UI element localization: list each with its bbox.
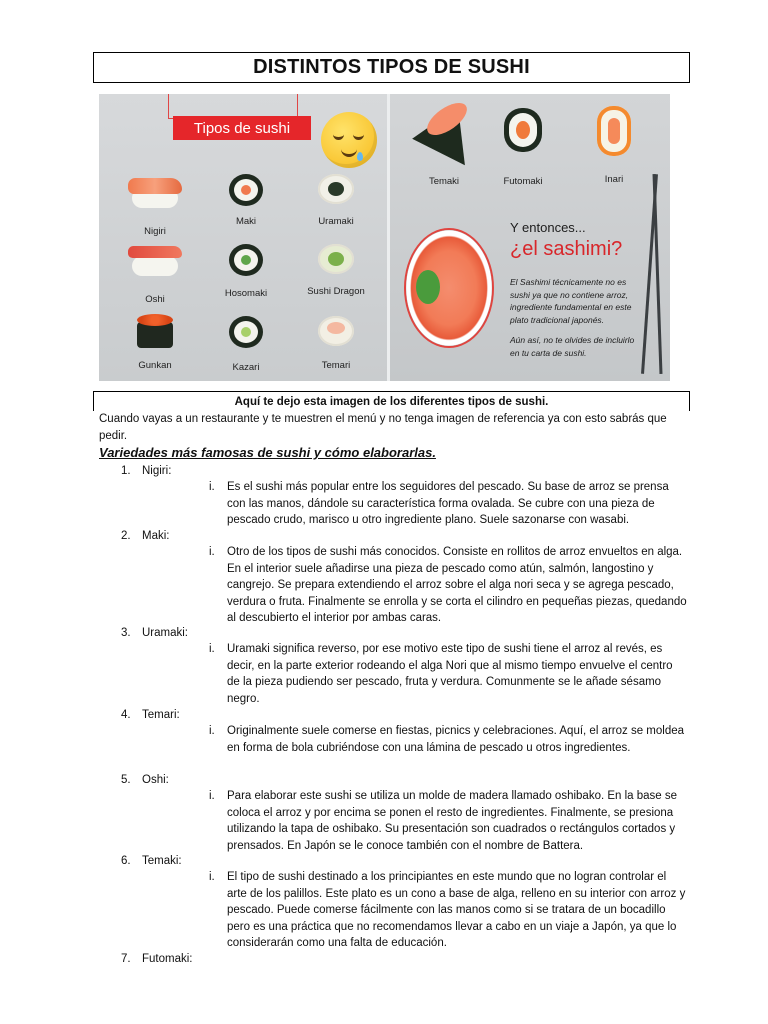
list-item-description: i. Es el sushi más popular entre los seguidores del pescado. Su base de arroz se prensa con las manos, dándole su característica forma ovalada. Se cubre con una pieza de pescado crudo, marisco u otro ingrediente plano. Suele sazonarse con wasabi. bbox=[209, 481, 669, 526]
list-item-description: i. Para elaborar este sushi se utiliza un molde de madera llamado oshibako. En la base se coloca el arroz y por encima se ponen el resto de ingredientes. Finalmente, se presiona utilizando la tapa de oshibako. Su presentación son cuadrados o rectángulos cortados y prensados. En Japón se le conoce también con el nombre de Battera. bbox=[209, 790, 678, 852]
sushi-label: Oshi bbox=[145, 294, 165, 305]
nigiri-icon bbox=[132, 188, 178, 208]
sushi-label: Futomaki bbox=[503, 176, 543, 187]
sushi-label: Sushi Dragon bbox=[307, 286, 365, 297]
sushi-label: Nigiri bbox=[144, 226, 166, 237]
list-item: 2. Maki: bbox=[121, 530, 170, 542]
sushi-label: Temaki bbox=[428, 176, 460, 187]
sushi-temari bbox=[299, 316, 373, 371]
oshi-icon bbox=[132, 256, 178, 276]
title-box bbox=[93, 52, 690, 83]
sushi-temaki bbox=[404, 104, 484, 187]
sushi-gunkan bbox=[118, 322, 192, 371]
list-item-description: i. Otro de los tipos de sushi más conocidos. Consiste en rollitos de arroz envueltos en alga. En el interior suele añadirse una pieza de pescado como atún, salmón, langostino y cangrejo. Se prepara extendiendo el arroz sobre el alga nori seca y se agrega pescado, verdura o fruta. Finalmente se enrolla y se corta el cilindro en pequeñas piezas, quedando al descubierto el interior por ambas caras. bbox=[209, 546, 687, 624]
image-caption: Aquí te dejo esta imagen de los diferentes tipos de sushi. bbox=[93, 391, 690, 411]
sushi-label: Maki bbox=[235, 216, 257, 227]
list-item: 6. Temaki: bbox=[121, 855, 182, 867]
sushi-nigiri bbox=[118, 178, 192, 237]
sushi-label: Hosomaki bbox=[224, 288, 268, 299]
sushi-uramaki bbox=[299, 174, 373, 227]
list-item-description: i. Uramaki significa reverso, por ese motivo este tipo de sushi tiene el arroz al revés, es decir, en la parte exterior rodeando el alga Nori que al mismo tiempo envuelve el centro de la pieza pudiendo ser pescado, fruta y verdura. Comunmente se le añade sésamo negro. bbox=[209, 643, 673, 705]
kazari-icon bbox=[229, 316, 263, 348]
sushi-label: Kazari bbox=[232, 362, 260, 373]
sushi-inari bbox=[577, 106, 651, 185]
sushi-label: Inari bbox=[604, 174, 624, 185]
list-item: 5. Oshi: bbox=[121, 774, 169, 786]
sushi-hosomaki bbox=[209, 244, 283, 299]
sushi-kazari bbox=[209, 316, 283, 373]
gunkan-icon bbox=[137, 322, 173, 348]
sashimi-bowl-icon bbox=[406, 230, 492, 346]
sushi-maki bbox=[209, 174, 283, 227]
list-item: 1. Nigiri: bbox=[121, 465, 172, 477]
futomaki-icon bbox=[504, 108, 542, 152]
list-item-description: i. El tipo de sushi destinado a los principiantes en este mundo que no logran controlar el arte de los palillos. Este plato es un cono a base de alga, relleno en su interior con arroz y pescado. Puede comerse fácilmente con las manos como si se tratara de un bocadillo pero es una práctica que no recomendamos llevar a cabo en un viaje a Japón, ya que lo considerarán como una falta de educación. bbox=[209, 871, 686, 949]
sushi-futomaki bbox=[486, 108, 560, 187]
list-item: 4. Temari: bbox=[121, 709, 180, 721]
sushi-oshi bbox=[118, 246, 192, 305]
temari-icon bbox=[318, 316, 354, 346]
infographic-left-panel bbox=[99, 94, 387, 381]
temaki-icon bbox=[404, 104, 484, 166]
inari-icon bbox=[597, 106, 631, 156]
sashimi-note: El Sashimi técnicamente no es sushi ya que no contiene arroz, ingrediente fundamental en este plato tradicional japonés. bbox=[510, 277, 632, 325]
drooling-face-icon bbox=[321, 112, 377, 168]
sushi-label: Gunkan bbox=[138, 360, 172, 371]
intro-paragraph: Cuando vayas a un restaurante y te muestren el menú y no tenga imagen de referencia ya con esto sabrás que pedir. bbox=[99, 413, 667, 442]
sushi-dragon bbox=[299, 244, 373, 297]
sushi-label: Uramaki bbox=[318, 216, 354, 227]
list-item-description: i. Originalmente suele comerse en fiestas, picnics y celebraciones. Aquí, el arroz se moldea en forma de bola cubriéndose con una lámina de pescado u otros ingredientes. bbox=[209, 725, 685, 754]
infographic-right-panel bbox=[390, 94, 670, 381]
list-item: 7. Futomaki: bbox=[121, 953, 193, 965]
page-title: DISTINTOS TIPOS DE SUSHI bbox=[253, 56, 530, 78]
sushi-dragon-icon bbox=[318, 244, 354, 274]
sushi-infographic bbox=[99, 94, 670, 381]
uramaki-icon bbox=[318, 174, 354, 204]
maki-icon bbox=[229, 174, 263, 206]
question-line-1: Y entonces... bbox=[510, 220, 586, 235]
infographic-banner: Tipos de sushi bbox=[173, 116, 311, 140]
sushi-label: Temari bbox=[321, 360, 351, 371]
question-line-2: ¿el sashimi? bbox=[510, 238, 623, 260]
section-heading: Variedades más famosas de sushi y cómo elaborarlas. bbox=[99, 445, 436, 460]
list-item: 3. Uramaki: bbox=[121, 627, 189, 639]
hosomaki-icon bbox=[229, 244, 263, 276]
sashimi-note-2: Aún así, no te olvides de incluirlo en tu carta de sushi. bbox=[510, 335, 635, 358]
